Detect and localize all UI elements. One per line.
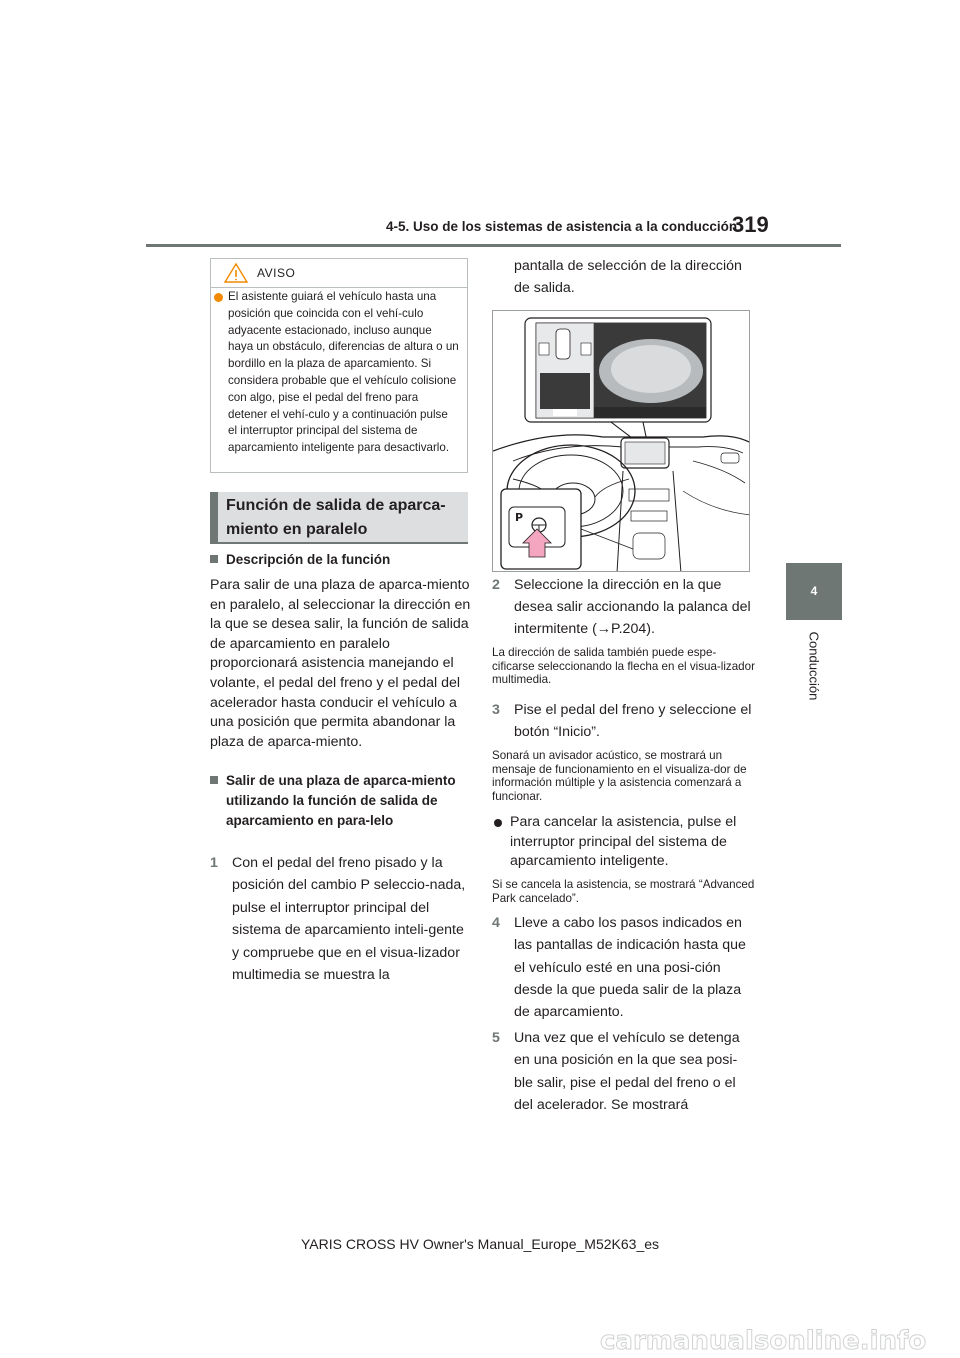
step-5: [492, 1027, 754, 1116]
step-text: Una vez que el vehículo se detenga en una posición en la que sea posi-ble salir, pise el pedal del freno o el del acelerador. Se mostrará: [514, 1030, 740, 1113]
warning-triangle-icon: [223, 262, 249, 284]
square-bullet-icon: [210, 776, 218, 784]
square-bullet-icon: [210, 555, 218, 563]
description-subheading: [210, 550, 470, 570]
watermark-text: carmanualsonline.info: [600, 1326, 927, 1356]
page-number: 319: [732, 212, 769, 237]
note-buzzer: Sonará un avisador acústico, se mostrará un mensaje de funcionamiento en el visualiza-dor de información múltiple y la asistencia comenzará a funcionar.: [492, 749, 747, 803]
warning-title: AVISO: [257, 266, 296, 280]
step-text: Pise el pedal del freno y seleccione el botón “Inicio”.: [514, 702, 752, 740]
dashboard-drawing: [493, 311, 750, 572]
switch-letter: P: [515, 511, 524, 524]
dashboard-illustration: [492, 310, 750, 572]
round-bullet-icon: [494, 819, 502, 827]
note-direction: La dirección de salida también puede espe-cificarse seleccionando la flecha en el visua-lizador multimedia.: [492, 646, 755, 687]
section-heading-bar: [210, 492, 218, 544]
step-number: 4: [492, 915, 500, 931]
description-body: Para salir de una plaza de aparca-miento en paralelo, al seleccionar la dirección en la que se desea salir, la función de salida de aparcamiento en paralelo proporcionará asistencia manejando el volante, el pedal del freno y el pedal del acelerador hasta conducir el vehículo a una posición que permita abandonar la plaza de aparca-miento.: [210, 577, 471, 750]
section-title: 4-5. Uso de los sistemas de asistencia a la conducción: [386, 219, 738, 234]
header-rule: [146, 244, 841, 247]
footer-manual-title: YARIS CROSS HV Owner's Manual_Europe_M52K63_es: [300, 1236, 660, 1252]
cancel-bullet: [492, 813, 754, 872]
note-cancel: Si se cancela la asistencia, se mostrará “Advanced Park cancelado”.: [492, 878, 755, 905]
step-text: Seleccione la dirección en la que desea salir accionando la palanca del intermitente (→P.204).: [514, 577, 751, 637]
description-subheading-text: Descripción de la función: [226, 552, 391, 567]
step-text: Con el pedal del freno pisado y la posición del cambio P seleccio-nada, pulse el interruptor principal del sistema de aparcamiento inteli-gente y compruebe que en el visua-lizador multimedia se muestra la: [232, 855, 466, 984]
step-4: [492, 912, 754, 1023]
section-heading: Función de salida de aparca-miento en paralelo: [226, 497, 446, 538]
procedure-subheading-text: Salir de una plaza de aparca-miento utilizando la función de salida de aparcamiento en para-lelo: [226, 773, 456, 828]
chapter-label: Conducción: [806, 631, 822, 701]
warning-text: El asistente guiará el vehículo hasta una posición que coincida con el vehí-culo adyacente estacionado, incluso aunque haya un obstáculo, diferencias de altura o un bordillo en la plaza de aparcamiento. Si considera probable que el vehículo colisione con algo, pise el pedal del freno para detener el vehí-culo y a continuación pulse el interruptor principal del sistema de aparcamiento inteligente para desactivarlo.: [228, 290, 459, 455]
step-1-continuation: pantalla de selección de la dirección de salida.: [514, 258, 742, 297]
step-number: 3: [492, 702, 500, 718]
step-1: [210, 852, 472, 986]
orange-bullet-icon: [214, 293, 223, 302]
step-text: Lleve a cabo los pasos indicados en las pantallas de indicación hasta que el vehículo esté en una posi-ción desde la que pueda salir de la plaza de aparcamiento.: [514, 915, 746, 1021]
step-3: [492, 699, 754, 743]
bullet-text: Para cancelar la asistencia, pulse el interruptor principal del sistema de aparcamiento inteligente.: [510, 814, 737, 869]
step-2: [492, 574, 754, 640]
procedure-subheading: [210, 771, 488, 831]
chapter-number: 4: [810, 584, 818, 598]
step-number: 5: [492, 1030, 500, 1046]
watermark-logo: [600, 1323, 960, 1358]
step-number: 1: [210, 855, 218, 871]
step-number: 2: [492, 577, 500, 593]
